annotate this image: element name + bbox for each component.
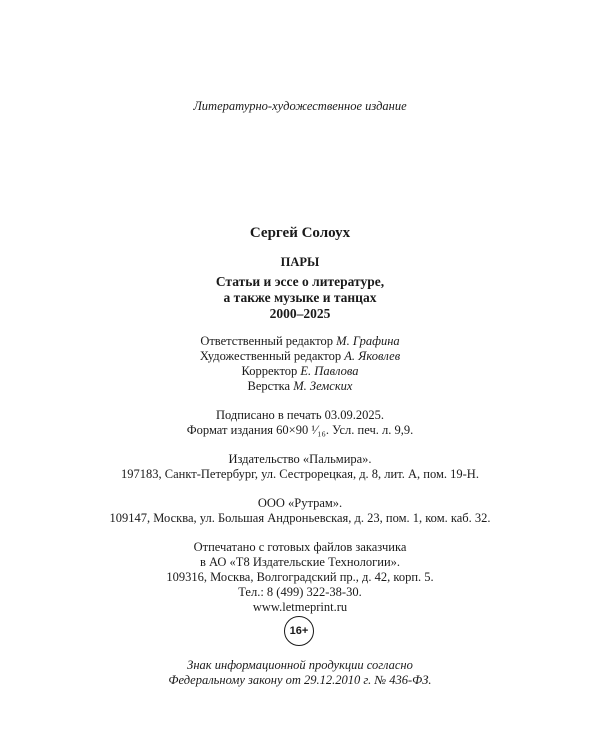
credit-name: А. Яковлев xyxy=(344,349,401,363)
credit-name: М. Земских xyxy=(293,379,353,393)
credit-name: Е. Павлова xyxy=(300,364,359,378)
printer-address: 109316, Москва, Волгоградский пр., д. 42, корп. 5. xyxy=(166,570,434,584)
print-format: Формат издания 60×90 ¹⁄₁₆. Усл. печ. л. 9,9. xyxy=(186,423,414,437)
credit-layout xyxy=(0,379,600,394)
publisher-address: 197183, Санкт-Петербург, ул. Сестрорецкая, д. 8, лит. А, пом. 19-Н. xyxy=(121,467,479,481)
credit-role: Ответственный редактор xyxy=(200,334,334,348)
credit-proofreader xyxy=(0,364,600,379)
printer-phone: Тел.: 8 (499) 322-38-30. xyxy=(238,585,362,599)
distributor-name: ООО «Рутрам». xyxy=(257,496,343,510)
credit-executive-editor xyxy=(0,334,600,349)
distributor-address: 109147, Москва, ул. Большая Андроньевская, д. 23, пом. 1, ком. каб. 32. xyxy=(109,511,491,525)
print-signed-date: Подписано в печать 03.09.2025. xyxy=(215,408,385,422)
subtitle-line-1: Статьи и эссе о литературе, xyxy=(215,274,385,289)
age-notice-line-1: Знак информационной продукции согласно xyxy=(187,658,413,672)
credit-name: М. Графина xyxy=(336,334,400,348)
author-name: Сергей Солоух xyxy=(249,225,351,241)
publisher-name: Издательство «Пальмира». xyxy=(228,452,372,466)
age-notice-line-2: Федеральному закону от 29.12.2010 г. № 436-ФЗ. xyxy=(168,673,432,687)
printer-line-2: в АО «Т8 Издательские Технологии». xyxy=(199,555,401,569)
edition-type: Литературно-художественное издание xyxy=(193,99,407,113)
credit-role: Художественный редактор xyxy=(199,349,342,363)
printer-line-1: Отпечатано с готовых файлов заказчика xyxy=(193,540,407,554)
credit-art-editor xyxy=(0,349,600,364)
printer-website: www.letmeprint.ru xyxy=(252,600,348,614)
credit-role: Корректор xyxy=(241,364,298,378)
subtitle-years: 2000–2025 xyxy=(269,306,331,321)
credit-role: Верстка xyxy=(247,379,291,393)
book-title: ПАРЫ xyxy=(280,255,320,269)
age-rating-badge: 16+ xyxy=(284,616,314,646)
subtitle-line-2: а также музыке и танцах xyxy=(223,290,377,305)
